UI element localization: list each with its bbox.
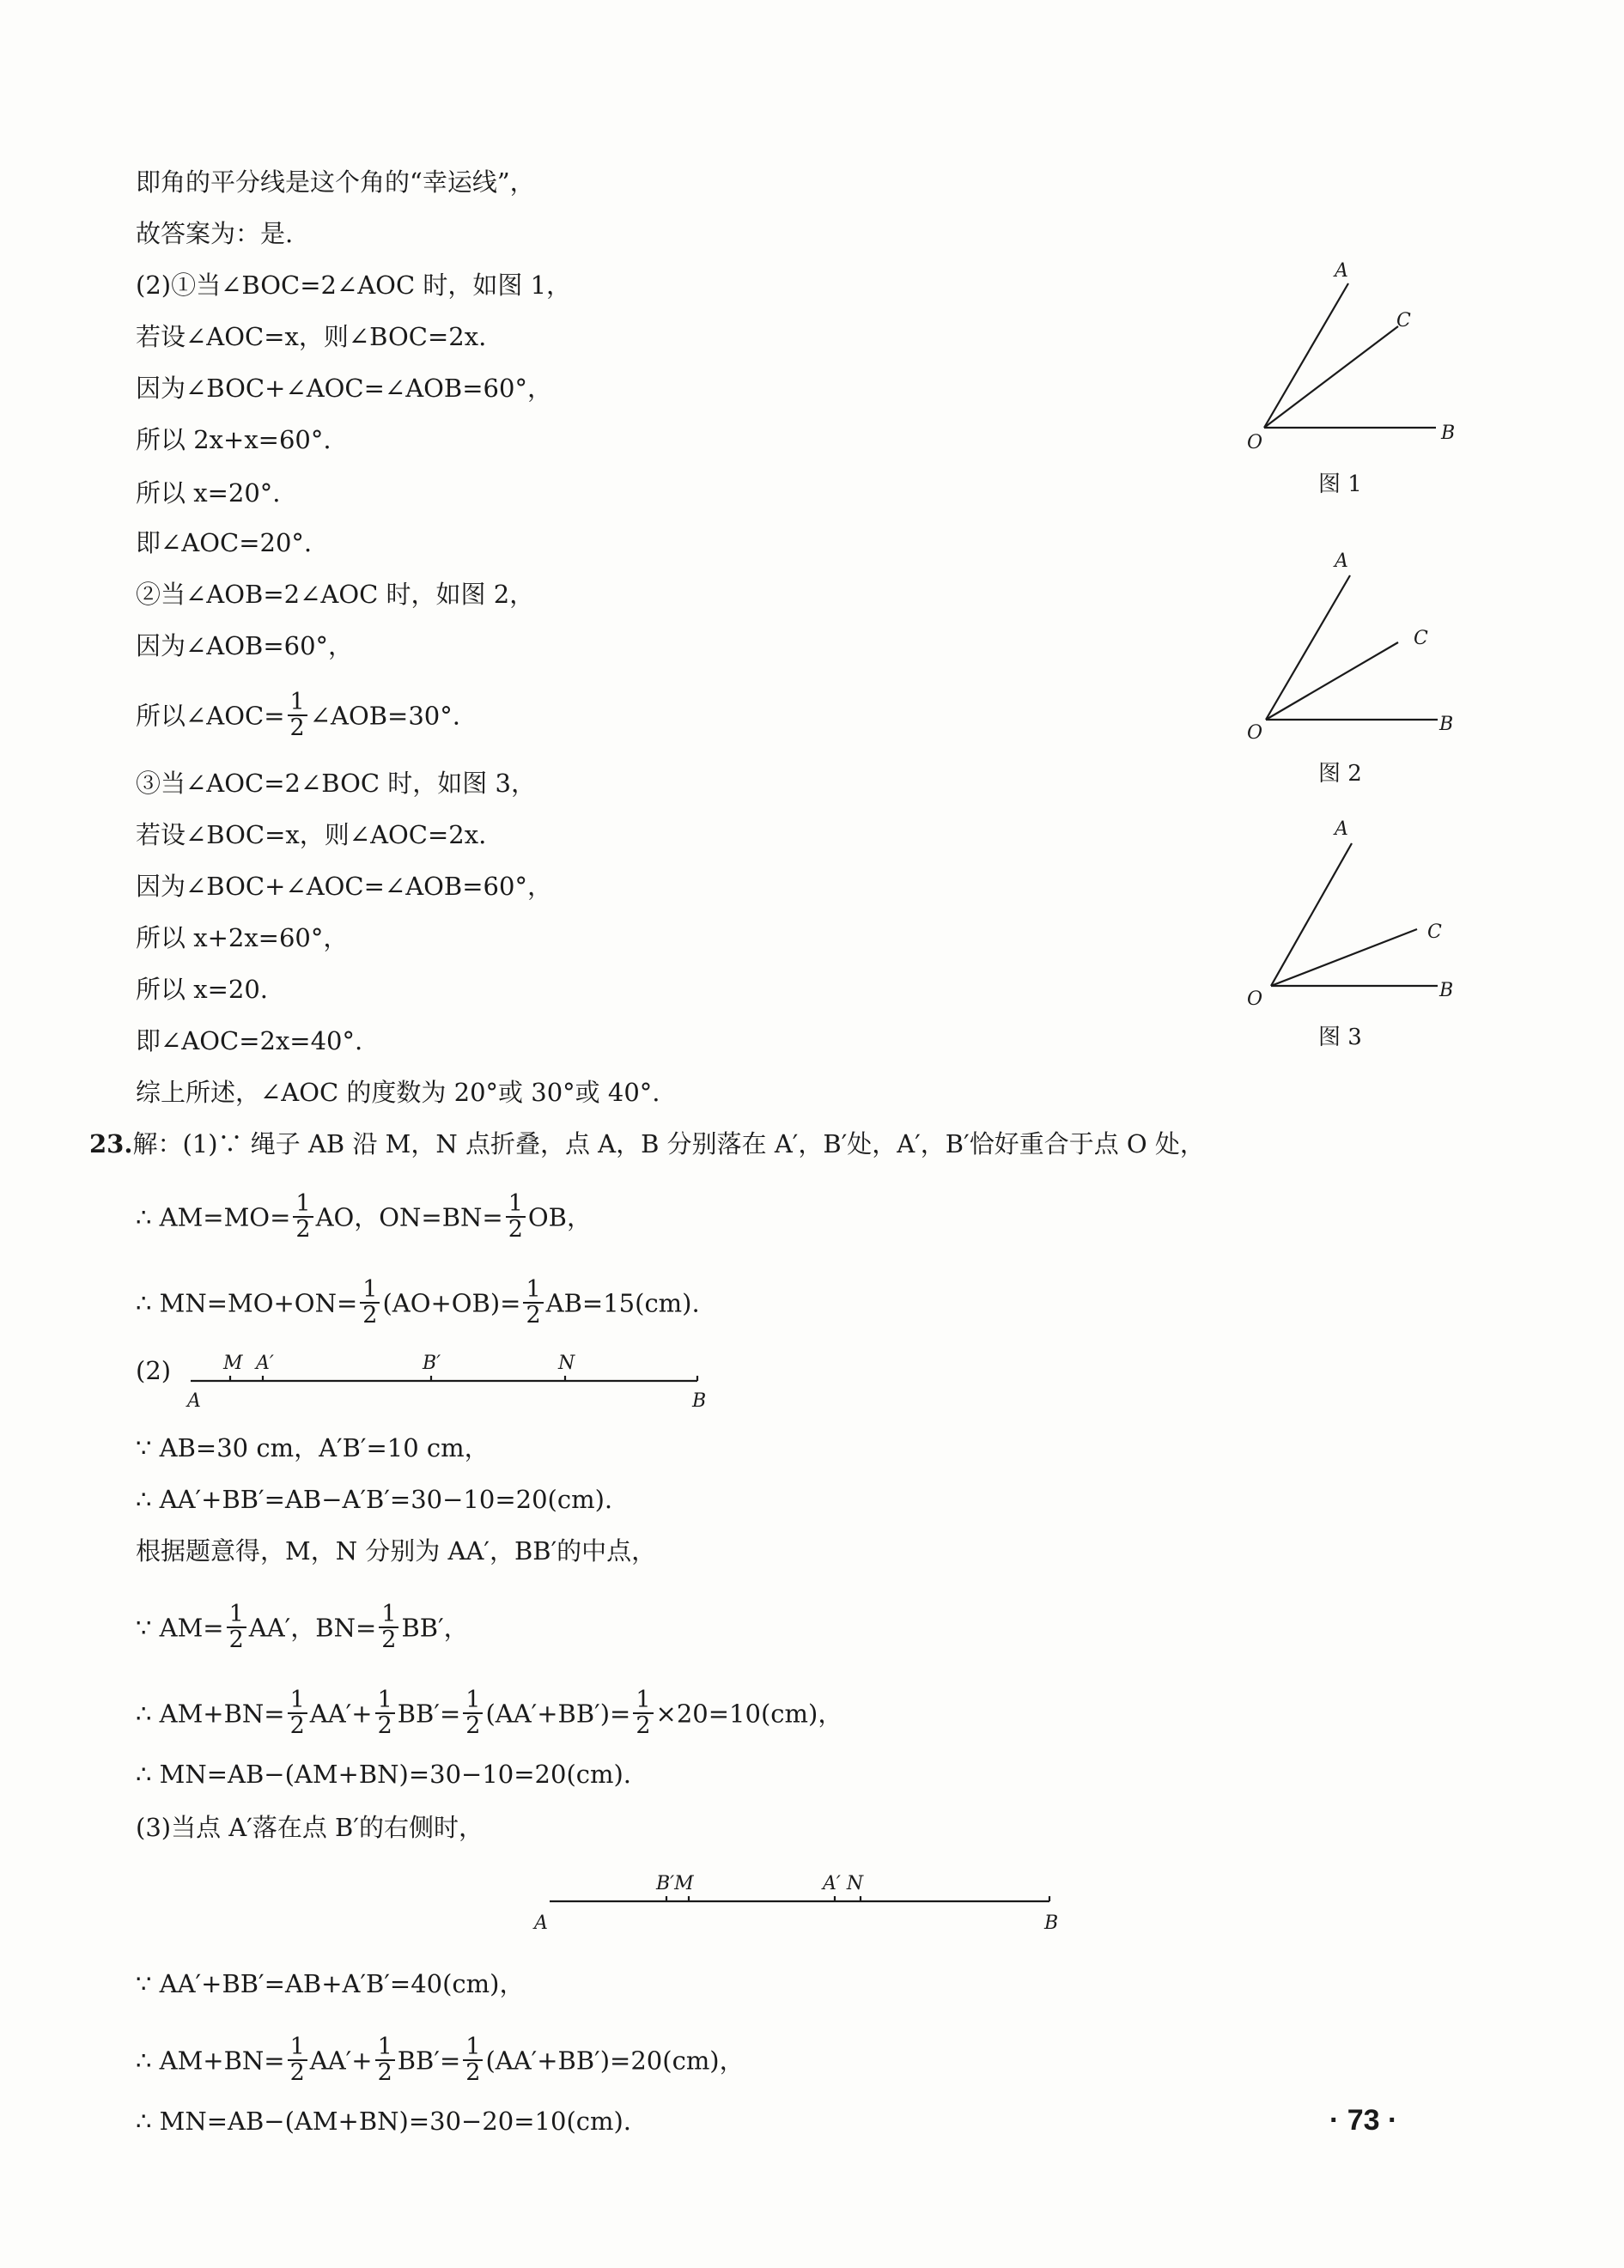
text-segment: BB′= [397, 1699, 461, 1729]
angle-figure-1 [1237, 258, 1477, 455]
text-segment: ∴ MN=MO+ON= [136, 1288, 358, 1318]
text-segment: BB′= [397, 2046, 461, 2076]
angle-figure-2 [1237, 548, 1477, 745]
fraction-denominator: 2 [636, 1712, 651, 1740]
text-segment: ∴ AM+BN= [136, 2046, 285, 2076]
text-line: 所以 x=20°. [136, 478, 281, 508]
point-label-a: A [534, 1912, 548, 1934]
fraction [633, 1688, 653, 1739]
text-line: 综上所述，∠AOC 的度数为 20°或 30°或 40°. [136, 1078, 660, 1107]
text-line: 故答案为：是. [136, 219, 294, 248]
text-line [136, 1276, 700, 1330]
text-line [136, 1601, 469, 1655]
point-label-b-prime: B′ [423, 1353, 441, 1374]
text-segment: BB′， [401, 1613, 469, 1643]
figure-caption: 图 1 [1318, 471, 1362, 497]
text-line: 因为∠BOC+∠AOC=∠AOB=60°， [136, 872, 552, 901]
point-label-n: N [558, 1353, 575, 1374]
fraction [360, 1278, 380, 1329]
text-segment: 所以∠AOC= [136, 701, 285, 731]
text-line: ∵ AB=30 cm，A′B′=10 cm， [136, 1433, 490, 1462]
fraction-numerator: 1 [523, 1278, 543, 1304]
text-line: ∴ MN=AB−(AM+BN)=30−20=10(cm). [136, 2107, 632, 2136]
part-label: (2) [136, 1356, 172, 1385]
fraction-denominator: 2 [377, 2059, 392, 2087]
point-label-a: A [187, 1390, 201, 1412]
point-label-b: B [1044, 1912, 1059, 1934]
point-label-m: M [223, 1353, 243, 1374]
text-line: 若设∠BOC=x，则∠AOC=2x. [136, 820, 487, 849]
point-label-o: O [1247, 988, 1263, 1010]
fraction-denominator: 2 [362, 1302, 378, 1329]
fraction-numerator: 1 [293, 1192, 313, 1218]
text-line: ③当∠AOC=2∠BOC 时，如图 3， [136, 769, 536, 798]
fraction [523, 1278, 543, 1329]
ray-oc [1264, 326, 1398, 428]
fraction-numerator: 1 [375, 1688, 395, 1714]
text-line: 即角的平分线是这个角的“幸运线”， [136, 167, 535, 197]
text-line: 即∠AOC=2x=40°. [136, 1026, 363, 1055]
ray-oa [1264, 283, 1348, 428]
point-label-b: B [1439, 714, 1454, 735]
fraction [288, 2035, 307, 2086]
fraction-denominator: 2 [295, 1216, 311, 1243]
text-segment: AA′+ [309, 2046, 373, 2076]
point-label-a: A [1335, 260, 1348, 282]
fraction [288, 690, 307, 741]
text-segment: (AO+OB)= [382, 1288, 521, 1318]
point-label-o: O [1247, 432, 1263, 453]
figure-caption: 图 2 [1318, 761, 1362, 787]
ray-oc [1266, 642, 1398, 720]
text-line: ∴ AA′+BB′=AB−A′B′=30−10=20(cm). [136, 1485, 613, 1514]
text-line: 若设∠AOC=x，则∠BOC=2x. [136, 322, 487, 351]
fraction-numerator: 1 [288, 1688, 307, 1714]
fraction-numerator: 1 [379, 1602, 398, 1628]
fraction-denominator: 2 [465, 2059, 481, 2087]
fraction-numerator: 1 [227, 1602, 246, 1628]
text-line [136, 689, 460, 743]
fraction [227, 1602, 246, 1653]
fraction [293, 1192, 313, 1243]
text-segment: ∴ AM+BN= [136, 1699, 285, 1729]
fraction [506, 1192, 526, 1243]
text-segment: AA′，BN= [248, 1613, 377, 1643]
point-label-b-prime-m: B′M [656, 1873, 694, 1894]
text-line [136, 2034, 745, 2088]
fraction-denominator: 2 [465, 1712, 481, 1740]
fraction-numerator: 1 [288, 2035, 307, 2061]
fraction [463, 2035, 483, 2086]
text-line: (3)当点 A′落在点 B′的右侧时， [136, 1813, 484, 1842]
text-segment: 解：(1)∵ 绳子 AB 沿 M，N 点折叠，点 A，B 分别落在 A′，B′处，A′，B′恰好重合于点 O 处， [132, 1129, 1205, 1158]
text-line: 所以 x+2x=60°， [136, 923, 349, 952]
fraction-numerator: 1 [360, 1278, 380, 1304]
angle-figure-3 [1237, 818, 1477, 1015]
point-label-c: C [1396, 310, 1411, 331]
question-number: 23. [89, 1129, 133, 1158]
fraction-numerator: 1 [375, 2035, 395, 2061]
point-label-b: B [1439, 980, 1454, 1001]
text-line [89, 1129, 1205, 1158]
ray-oa [1271, 843, 1352, 986]
fraction-denominator: 2 [228, 1627, 244, 1654]
fraction-numerator: 1 [463, 1688, 483, 1714]
text-segment: ∵ AM= [136, 1613, 224, 1643]
fraction [379, 1602, 398, 1653]
point-label-b: B [692, 1390, 707, 1412]
text-segment: ∠AOB=30°. [309, 701, 460, 731]
fraction-numerator: 1 [288, 690, 307, 716]
ray-oc [1271, 929, 1417, 986]
point-label-a-prime: A′ [256, 1353, 274, 1374]
text-segment: AA′+ [309, 1699, 373, 1729]
fraction-denominator: 2 [381, 1627, 397, 1654]
fraction-numerator: 1 [633, 1688, 653, 1714]
point-label-a: A [1335, 550, 1348, 572]
text-line [136, 1190, 592, 1244]
text-line: ②当∠AOB=2∠AOC 时，如图 2， [136, 580, 535, 609]
point-label-c: C [1427, 921, 1442, 943]
segment-diagram-2 [187, 1350, 720, 1410]
fraction-denominator: 2 [377, 1712, 392, 1740]
text-segment: AO，ON=BN= [315, 1202, 503, 1232]
text-line: 根据题意得，M，N 分别为 AA′，BB′的中点， [136, 1536, 657, 1566]
figure-caption: 图 3 [1318, 1025, 1362, 1050]
point-label-b: B [1441, 423, 1456, 444]
point-label-o: O [1247, 722, 1263, 744]
fraction-numerator: 1 [506, 1192, 526, 1218]
fraction-denominator: 2 [289, 2059, 305, 2087]
fraction [463, 1688, 483, 1739]
segment-diagram-3 [534, 1870, 1067, 1939]
text-line: 因为∠BOC+∠AOC=∠AOB=60°， [136, 374, 552, 403]
fraction-denominator: 2 [526, 1302, 541, 1329]
text-line: ∴ MN=AB−(AM+BN)=30−10=20(cm). [136, 1760, 632, 1789]
fraction [375, 2035, 395, 2086]
text-line: 即∠AOC=20°. [136, 528, 313, 557]
ray-oa [1266, 575, 1350, 720]
text-line: 所以 2x+x=60°. [136, 425, 331, 454]
text-line: 所以 x=20. [136, 975, 268, 1004]
text-line: ∵ AA′+BB′=AB+A′B′=40(cm)， [136, 1969, 525, 1998]
fraction-numerator: 1 [463, 2035, 483, 2061]
point-label-a-prime-n: A′ N [823, 1873, 864, 1894]
text-segment: ×20=10(cm)， [655, 1699, 843, 1729]
fraction-denominator: 2 [289, 714, 305, 742]
fraction [288, 1688, 307, 1739]
text-segment: AB=15(cm). [545, 1288, 700, 1318]
text-line: 因为∠AOB=60°， [136, 631, 354, 660]
point-label-c: C [1414, 628, 1428, 649]
text-segment: ∴ AM=MO= [136, 1202, 291, 1232]
page-number: · 73 · [1329, 2104, 1398, 2137]
text-line [136, 1687, 843, 1741]
text-segment: (AA′+BB′)=20(cm)， [485, 2046, 745, 2076]
fraction-denominator: 2 [508, 1216, 523, 1243]
fraction-denominator: 2 [289, 1712, 305, 1740]
text-segment: OB， [527, 1202, 592, 1232]
point-label-a: A [1335, 818, 1348, 840]
text-segment: (AA′+BB′)= [485, 1699, 631, 1729]
fraction [375, 1688, 395, 1739]
text-line: (2)①当∠BOC=2∠AOC 时，如图 1， [136, 271, 572, 300]
